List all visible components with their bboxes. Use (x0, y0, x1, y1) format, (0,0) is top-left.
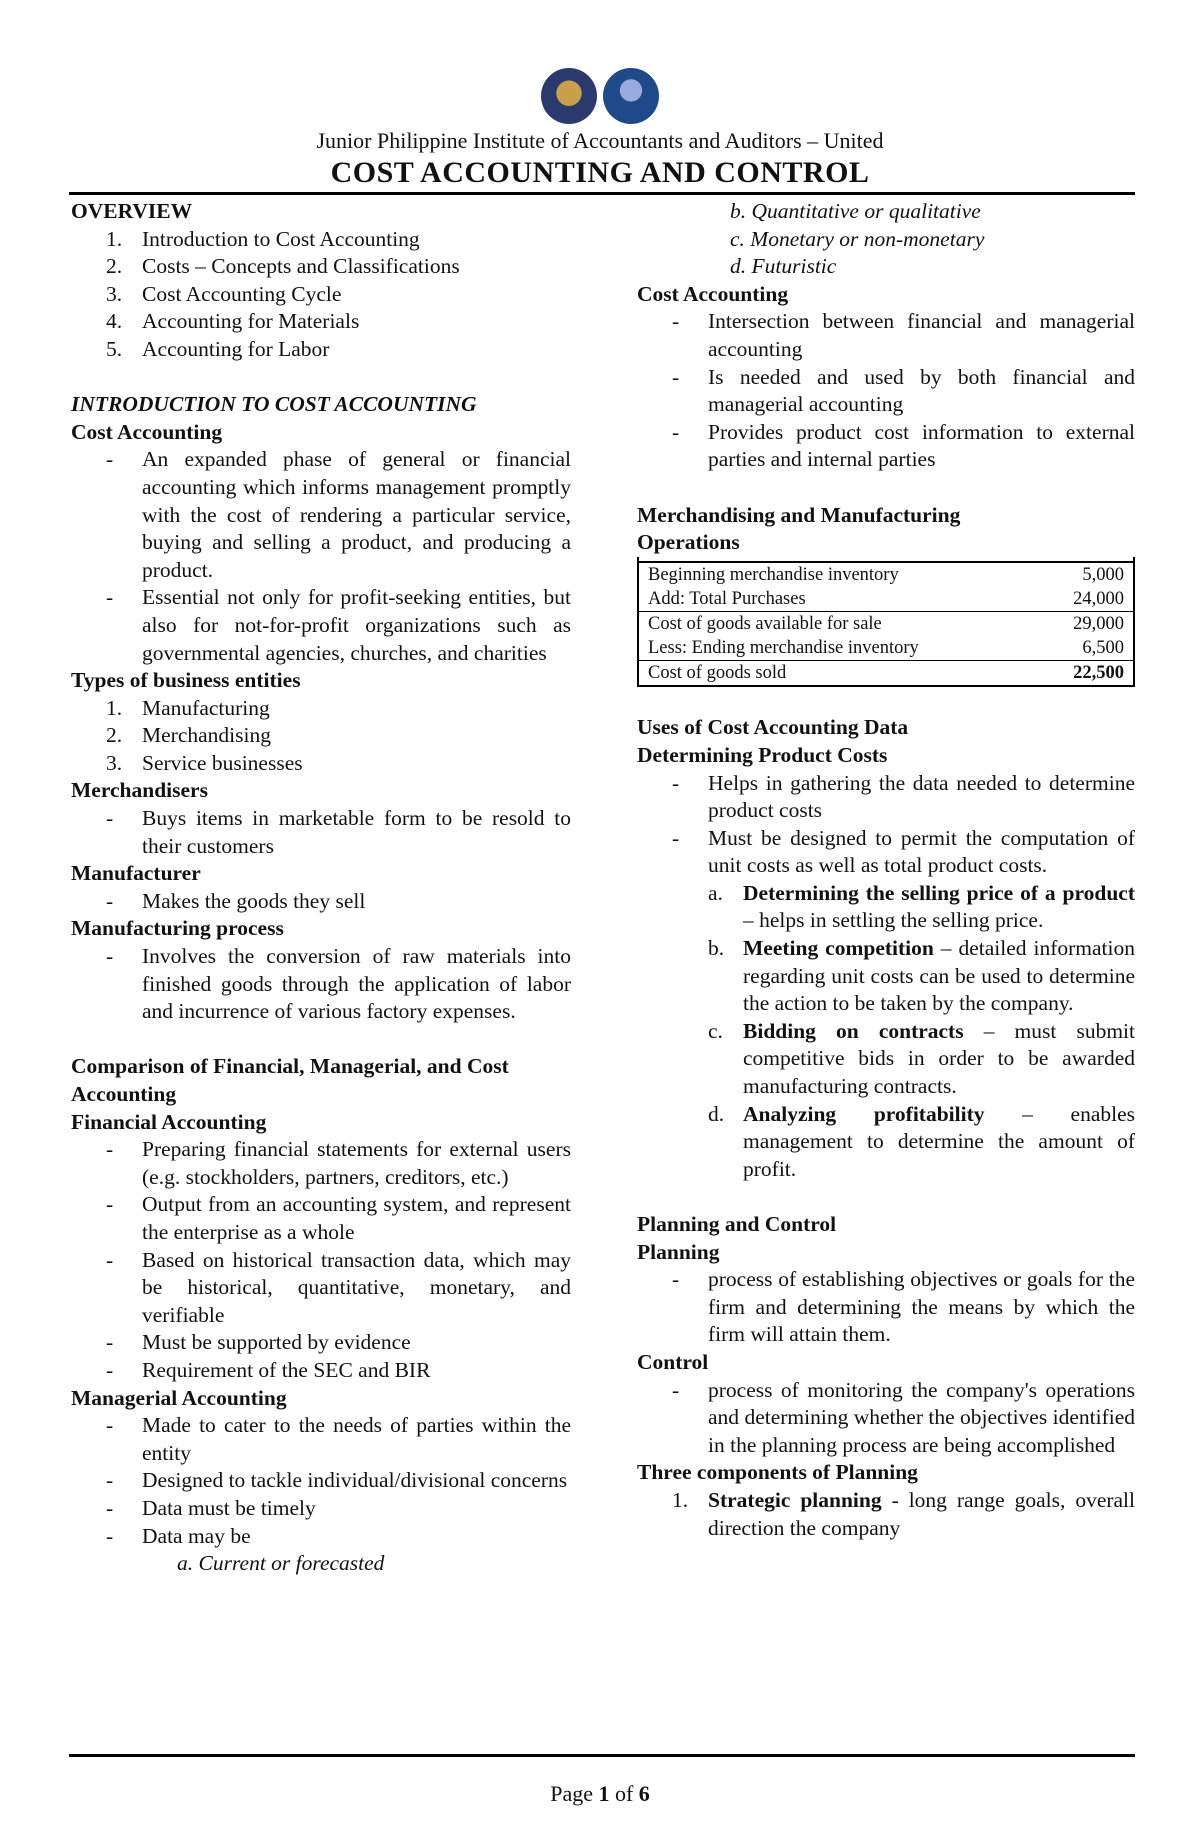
list-item: - An expanded phase of general or financial accounting which informs management promptly with the cost of rendering a particular service, buying and selling a product, and producing a product. (71, 446, 571, 584)
manufacturing-process-list (71, 943, 571, 1026)
financial-accounting-heading: Financial Accounting (71, 1109, 267, 1134)
manufacturer-list (71, 888, 571, 916)
types-list (71, 695, 571, 778)
list-item: 1. Manufacturing (106, 695, 270, 720)
operations-heading: Merchandising and Manufacturing (637, 502, 961, 527)
comparison-heading: Comparison of Financial, Managerial, and Cost Accounting (71, 1054, 509, 1106)
determining-product-costs-heading: Determining Product Costs (637, 742, 888, 767)
control-heading: Control (637, 1349, 709, 1374)
list-item: - process of establishing objectives or goals for the firm and determining the means by which the firm will attain them. (637, 1266, 1135, 1349)
data-may-be-option: d. Futuristic (730, 254, 837, 279)
list-item: 2. Costs – Concepts and Classifications (106, 254, 460, 279)
list-item: - Data must be timely (71, 1495, 571, 1523)
data-may-be-option: a. Current or forecasted (177, 1551, 385, 1576)
overview-heading: OVERVIEW (71, 199, 193, 223)
header-logos (0, 68, 1200, 124)
financial-accounting-list (71, 1136, 571, 1384)
list-item: - Buys items in marketable form to be resold to their customers (71, 805, 571, 860)
list-item: - Preparing financial statements for external users (e.g. stockholders, partners, creditors, etc.) (71, 1136, 571, 1191)
list-item: b. Meeting competition – detailed information regarding unit costs can be used to determine the action to be taken by the company. (708, 936, 1135, 1016)
document-title: COST ACCOUNTING AND CONTROL (330, 156, 870, 189)
list-item: - Output from an accounting system, and represent the enterprise as a whole (71, 1191, 571, 1246)
left-column (71, 198, 571, 1578)
list-item: d. Analyzing profitability – enables management to determine the amount of profit. (708, 1101, 1136, 1181)
table-row: Cost of goods available for sale 29,000 (639, 611, 1133, 636)
cost-accounting-list (71, 446, 571, 667)
cost-accounting-heading: Cost Accounting (637, 281, 789, 306)
data-may-be-option: c. Monetary or non-monetary (730, 226, 985, 251)
list-item: - Intersection between financial and managerial accounting (637, 308, 1135, 363)
list-item: c. Bidding on contracts – must submit competitive bids in order to be awarded manufacturing contracts. (708, 1018, 1135, 1099)
list-item: - Is needed and used by both financial and managerial accounting (637, 364, 1135, 419)
list-item: - Involves the conversion of raw materials into finished goods through the application of labor and incurrence of various factory expenses. (71, 943, 571, 1026)
data-may-be-option: b. Quantitative or qualitative (730, 199, 981, 223)
overview-list (71, 226, 571, 364)
managerial-accounting-list (71, 1412, 571, 1550)
header-divider (69, 192, 1135, 195)
cost-accounting-list (637, 308, 1135, 474)
uses-heading: Uses of Cost Accounting Data (637, 715, 909, 740)
list-item: - Must be designed to permit the computation of unit costs as well as total product costs. (637, 825, 1135, 880)
list-item: - Provides product cost information to external parties and internal parties (637, 419, 1135, 474)
manufacturer-heading: Manufacturer (71, 861, 201, 886)
table-row: Less: Ending merchandise inventory 6,500 (648, 637, 1124, 658)
list-item: - Essential not only for profit-seeking entities, but also for not-for-profit organizations such as governmental agencies, churches, and charities (71, 584, 571, 667)
footer-divider (69, 1754, 1135, 1757)
list-item: - process of monitoring the company's operations and determining whether the objectives identified in the planning process are being accomplished (637, 1377, 1135, 1460)
inventory-table (639, 561, 1133, 687)
list-item: - Helps in gathering the data needed to determine product costs (637, 770, 1135, 825)
table-row: Beginning merchandise inventory 5,000 (639, 562, 1133, 587)
determining-product-costs-list (637, 770, 1135, 880)
table-row: Add: Total Purchases 24,000 (648, 588, 1124, 609)
page-number: Page 1 of 6 (550, 1781, 650, 1806)
list-item: - Requirement of the SEC and BIR (71, 1357, 571, 1385)
cost-accounting-heading: Cost Accounting (71, 419, 223, 444)
list-item: 5. Accounting for Labor (106, 336, 330, 361)
list-item: - Made to cater to the needs of parties within the entity (71, 1412, 571, 1467)
planning-control-heading: Planning and Control (637, 1212, 837, 1236)
manufacturing-process-heading: Manufacturing process (71, 916, 284, 941)
planning-list (637, 1266, 1135, 1349)
list-item: 2. Merchandising (106, 723, 271, 748)
intro-heading: INTRODUCTION TO COST ACCOUNTING (71, 392, 477, 417)
inventory-table-frame (637, 557, 1135, 687)
planning-heading: Planning (637, 1239, 720, 1264)
table-row-total: Cost of goods sold 22,500 (639, 660, 1133, 686)
merchandisers-list (71, 805, 571, 860)
product-costs-uses-list (637, 880, 1135, 1184)
control-list (637, 1377, 1135, 1460)
operations-heading-cont: Operations (637, 530, 740, 555)
list-item: 1. Strategic planning - long range goals, overall direction the company (672, 1487, 1136, 1540)
right-column (637, 198, 1135, 1542)
list-item: 3. Cost Accounting Cycle (106, 281, 342, 306)
list-item: - Must be supported by evidence (71, 1329, 571, 1357)
list-item: 1. Introduction to Cost Accounting (106, 226, 420, 251)
three-components-list (637, 1487, 1135, 1542)
list-item: 3. Service businesses (106, 750, 303, 775)
merchandisers-heading: Merchandisers (71, 778, 208, 803)
university-seal-logo (603, 68, 659, 124)
managerial-accounting-heading: Managerial Accounting (71, 1385, 287, 1410)
list-item: a. Determining the selling price of a product – helps in settling the selling price. (708, 880, 1135, 933)
jpia-seal-logo (541, 68, 597, 124)
types-heading: Types of business entities (71, 668, 301, 693)
list-item: - Based on historical transaction data, which may be historical, quantitative, monetary, and verifiable (71, 1247, 571, 1330)
list-item: - Designed to tackle individual/divisional concerns (71, 1467, 571, 1495)
list-item: - Makes the goods they sell (71, 888, 571, 916)
three-components-heading: Three components of Planning (637, 1460, 918, 1485)
organization-name: Junior Philippine Institute of Accountants and Auditors – United (316, 128, 884, 153)
list-item: 4. Accounting for Materials (106, 309, 360, 334)
list-item: - Data may be (71, 1523, 571, 1551)
